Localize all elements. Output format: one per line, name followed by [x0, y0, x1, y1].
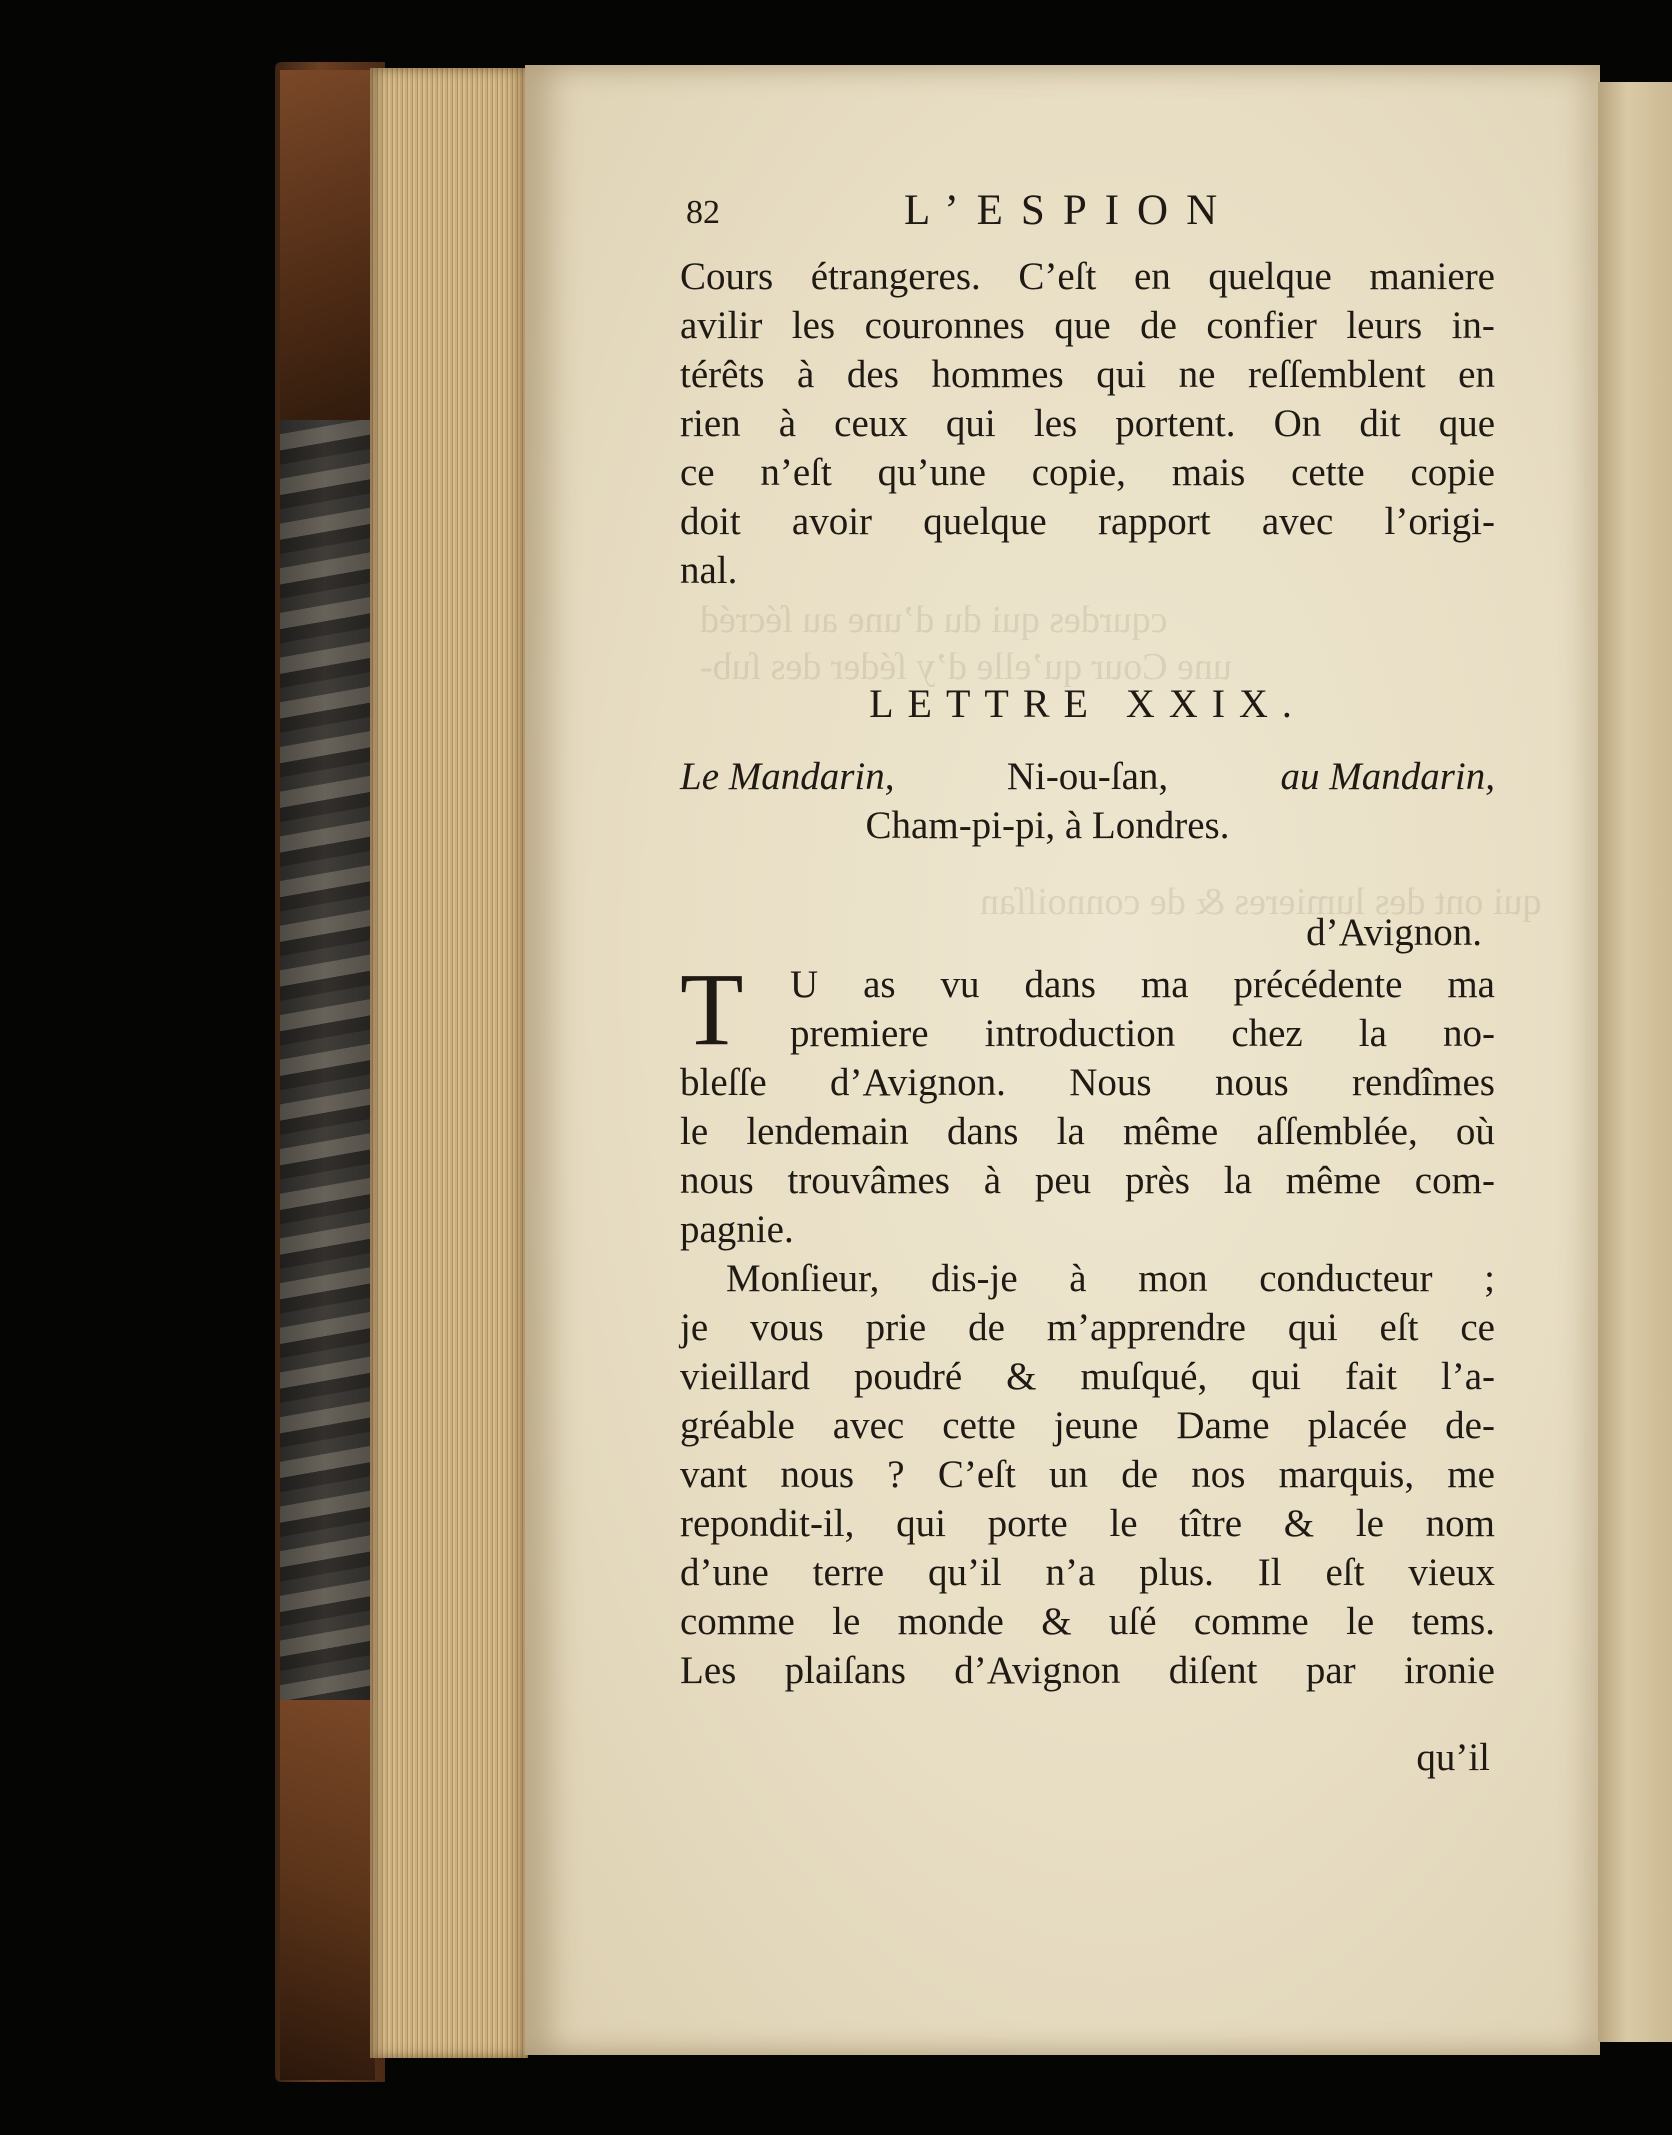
- word: Il: [1257, 1551, 1282, 1594]
- text-line: [680, 1450, 1495, 1499]
- word: le: [1109, 1502, 1138, 1545]
- word: &: [1041, 1600, 1072, 1643]
- word: reſſemblent: [1247, 353, 1426, 396]
- word: rien: [680, 402, 741, 445]
- word: d’Avignon.: [830, 1061, 1006, 1104]
- word: ce: [680, 451, 715, 494]
- word: mon: [1138, 1257, 1208, 1300]
- word: à: [778, 402, 797, 445]
- word: vous: [750, 1306, 824, 1349]
- word: dit: [1359, 402, 1401, 445]
- sender-name: Ni-ou-ſan,: [1006, 755, 1169, 798]
- word: eſt: [1379, 1306, 1419, 1349]
- word: que: [1438, 402, 1495, 445]
- word: vant: [680, 1453, 748, 1496]
- word: cette: [942, 1404, 1016, 1447]
- word: portent.: [1115, 402, 1236, 445]
- word: &: [1283, 1502, 1315, 1545]
- word: U: [790, 963, 819, 1006]
- word: des: [846, 353, 899, 396]
- word: introduction: [984, 1012, 1176, 1055]
- word: uſé: [1108, 1600, 1157, 1643]
- word: fait: [1344, 1355, 1397, 1398]
- text-line: [680, 448, 1495, 497]
- word: jeune: [1053, 1404, 1139, 1447]
- word: monde: [897, 1600, 1004, 1643]
- body-text-top: [680, 252, 1495, 595]
- word: le: [1355, 1502, 1384, 1545]
- word: lendemain: [746, 1110, 909, 1153]
- text-line: [680, 1352, 1495, 1401]
- leather-corner-bottom: [280, 1700, 375, 2080]
- word: marquis,: [1278, 1453, 1415, 1496]
- word: qu’une: [877, 451, 986, 494]
- leather-corner-top: [280, 70, 375, 430]
- word: ce: [1460, 1306, 1495, 1349]
- word: la: [1358, 1012, 1387, 1055]
- word: avec: [832, 1404, 905, 1447]
- word: qui: [896, 1502, 946, 1545]
- word: comme: [1193, 1600, 1309, 1643]
- word: copie: [1410, 451, 1495, 494]
- text-line: [790, 1009, 1495, 1058]
- word: en: [1133, 255, 1171, 298]
- word: leurs: [1346, 304, 1423, 347]
- word: avec: [1261, 500, 1334, 543]
- address-line-recipient: Cham-pi-pi, à Londres.: [865, 804, 1230, 847]
- word: les: [791, 304, 836, 347]
- word: chez: [1231, 1012, 1303, 1055]
- word: vieillard: [680, 1355, 810, 1398]
- word: quelque: [1208, 255, 1332, 298]
- word: Dame: [1176, 1404, 1270, 1447]
- text-line: [680, 1499, 1495, 1548]
- word: ironie: [1404, 1649, 1495, 1692]
- word: muſqué,: [1080, 1355, 1208, 1398]
- word: peu: [1034, 1159, 1092, 1202]
- word: un: [1049, 1453, 1089, 1496]
- word: Les: [680, 1649, 737, 1692]
- word: le: [680, 1110, 709, 1153]
- text-line: nal.: [680, 549, 738, 592]
- word: de: [1121, 1453, 1159, 1496]
- word: même: [1285, 1159, 1381, 1202]
- word: avoir: [791, 500, 873, 543]
- word: doit: [680, 500, 741, 543]
- text-line: [790, 960, 1495, 1009]
- word: de: [1140, 304, 1177, 347]
- word: térêts: [680, 353, 765, 396]
- word: me: [1447, 1453, 1495, 1496]
- word: rendîmes: [1352, 1061, 1495, 1104]
- word: ma: [1140, 963, 1189, 1006]
- text-line: [680, 301, 1495, 350]
- word: de-: [1445, 1404, 1495, 1447]
- word: vieux: [1408, 1551, 1495, 1594]
- word: à: [983, 1159, 1002, 1202]
- word: Nous: [1069, 1061, 1152, 1104]
- word: je: [680, 1306, 709, 1349]
- text-line: [680, 1107, 1495, 1156]
- word: d’Avignon: [954, 1649, 1121, 1692]
- page-header: [686, 186, 1306, 246]
- word: précédente: [1233, 963, 1403, 1006]
- word: qui: [945, 402, 996, 445]
- page-number: 82: [686, 194, 720, 231]
- text-line: [680, 1401, 1495, 1450]
- word: nous: [780, 1453, 855, 1496]
- word: l’a-: [1440, 1355, 1495, 1398]
- word: cette: [1291, 451, 1365, 494]
- word: diſent: [1168, 1649, 1258, 1692]
- address-line: [680, 752, 1495, 801]
- word: dans: [1024, 963, 1096, 1006]
- word: dans: [946, 1110, 1019, 1153]
- word: no-: [1443, 1012, 1495, 1055]
- text-line: [680, 1597, 1495, 1646]
- word: près: [1124, 1159, 1190, 1202]
- word: l’origi-: [1384, 500, 1495, 543]
- word: plus.: [1139, 1551, 1214, 1594]
- word: poudré: [853, 1355, 963, 1398]
- word: nous: [1214, 1061, 1289, 1104]
- word: à: [797, 353, 815, 396]
- word: que: [1054, 304, 1111, 347]
- text-line: [680, 252, 1495, 301]
- word: ne: [1178, 353, 1216, 396]
- word: C’eſt: [937, 1453, 1016, 1496]
- word: Cours: [680, 255, 774, 298]
- word: bleſſe: [680, 1061, 767, 1104]
- word: étrangeres.: [810, 255, 981, 298]
- word: de: [968, 1306, 1005, 1349]
- word: eſt: [1325, 1551, 1365, 1594]
- word: maniere: [1369, 255, 1495, 298]
- word: &: [1006, 1355, 1037, 1398]
- word: qui: [1287, 1306, 1338, 1349]
- drop-cap: T: [680, 952, 744, 1067]
- text-line: pagnie.: [680, 1208, 794, 1251]
- word: m’apprendre: [1046, 1306, 1246, 1349]
- facing-page-edge: [1598, 82, 1672, 2042]
- word: n’eſt: [760, 451, 832, 494]
- word: com-: [1414, 1159, 1495, 1202]
- word: ;: [1484, 1257, 1495, 1300]
- page-edges: [370, 68, 528, 2058]
- letter-opening-lines: [790, 960, 1495, 1058]
- recipient-title: au Mandarin,: [1280, 755, 1495, 798]
- word: avilir: [680, 304, 763, 347]
- show-through-text: cqurdes qui du d’une au ſécréd: [700, 599, 1168, 641]
- letter-place: d’Avignon.: [1306, 911, 1482, 954]
- word: nos: [1191, 1453, 1246, 1496]
- word: le: [1346, 1600, 1375, 1643]
- word: tems.: [1411, 1600, 1495, 1643]
- word: nom: [1425, 1502, 1495, 1545]
- text-line: [680, 1303, 1495, 1352]
- word: repondit-il,: [680, 1502, 855, 1545]
- word: à: [1069, 1257, 1087, 1300]
- show-through-text: une Cour qu’elle d’y ſéder des ſub-: [700, 646, 1232, 688]
- letter-heading: LETTRE XXIX.: [869, 681, 1306, 726]
- word: aſſemblée,: [1256, 1110, 1418, 1153]
- word: trouvâmes: [787, 1159, 950, 1202]
- word: en: [1458, 353, 1495, 396]
- sender-title: Le Mandarin,: [680, 755, 895, 798]
- word: plaiſans: [784, 1649, 906, 1692]
- word: qui: [1251, 1355, 1301, 1398]
- word: dis-je: [930, 1257, 1018, 1300]
- marbled-cover-board: [280, 420, 370, 1720]
- word: tître: [1179, 1502, 1243, 1545]
- show-through-text: qui ont des lumieres & de connoiſſan: [980, 881, 1542, 923]
- word: le: [832, 1600, 861, 1643]
- word: Monſieur,: [726, 1257, 880, 1300]
- word: nous: [680, 1159, 754, 1202]
- word: terre: [812, 1551, 885, 1594]
- word: qui: [1096, 353, 1147, 396]
- word: mais: [1171, 451, 1246, 494]
- word: ma: [1447, 963, 1495, 1006]
- word: les: [1033, 402, 1078, 445]
- text-line: [680, 350, 1495, 399]
- word: confier: [1206, 304, 1317, 347]
- text-line: [680, 1646, 1495, 1695]
- word: couronnes: [864, 304, 1025, 347]
- word: gréable: [680, 1404, 795, 1447]
- catchword: qu’il: [1416, 1736, 1490, 1779]
- word: hommes: [931, 353, 1064, 396]
- text-line: [680, 1156, 1495, 1205]
- word: ?: [887, 1453, 905, 1496]
- text-line: [680, 1548, 1495, 1597]
- word: copie,: [1031, 451, 1126, 494]
- word: ceux: [834, 402, 908, 445]
- word: vu: [940, 963, 980, 1006]
- word: placée: [1307, 1404, 1408, 1447]
- word: quelque: [923, 500, 1047, 543]
- word: as: [863, 963, 896, 1006]
- word: qu’il: [927, 1551, 1002, 1594]
- word: n’a: [1045, 1551, 1096, 1594]
- word: porte: [987, 1502, 1068, 1545]
- word: la: [1223, 1159, 1252, 1202]
- letter-body: [680, 1058, 1495, 1695]
- running-head: L’ESPION: [904, 187, 1236, 234]
- word: où: [1455, 1110, 1495, 1153]
- word: On: [1273, 402, 1322, 445]
- text-line: [680, 1058, 1495, 1107]
- word: prie: [865, 1306, 927, 1349]
- word: comme: [680, 1600, 795, 1643]
- word: rapport: [1097, 500, 1211, 543]
- word: conducteur: [1259, 1257, 1433, 1300]
- text-line: [680, 1254, 1495, 1303]
- word: in-: [1451, 304, 1495, 347]
- letter-address: [680, 752, 1495, 850]
- word: C’eſt: [1018, 255, 1097, 298]
- word: la: [1056, 1110, 1085, 1153]
- word: d’une: [680, 1551, 769, 1594]
- text-line: [680, 399, 1495, 448]
- text-line: [680, 497, 1495, 546]
- word: premiere: [790, 1012, 929, 1055]
- word: par: [1305, 1649, 1356, 1692]
- word: même: [1122, 1110, 1219, 1153]
